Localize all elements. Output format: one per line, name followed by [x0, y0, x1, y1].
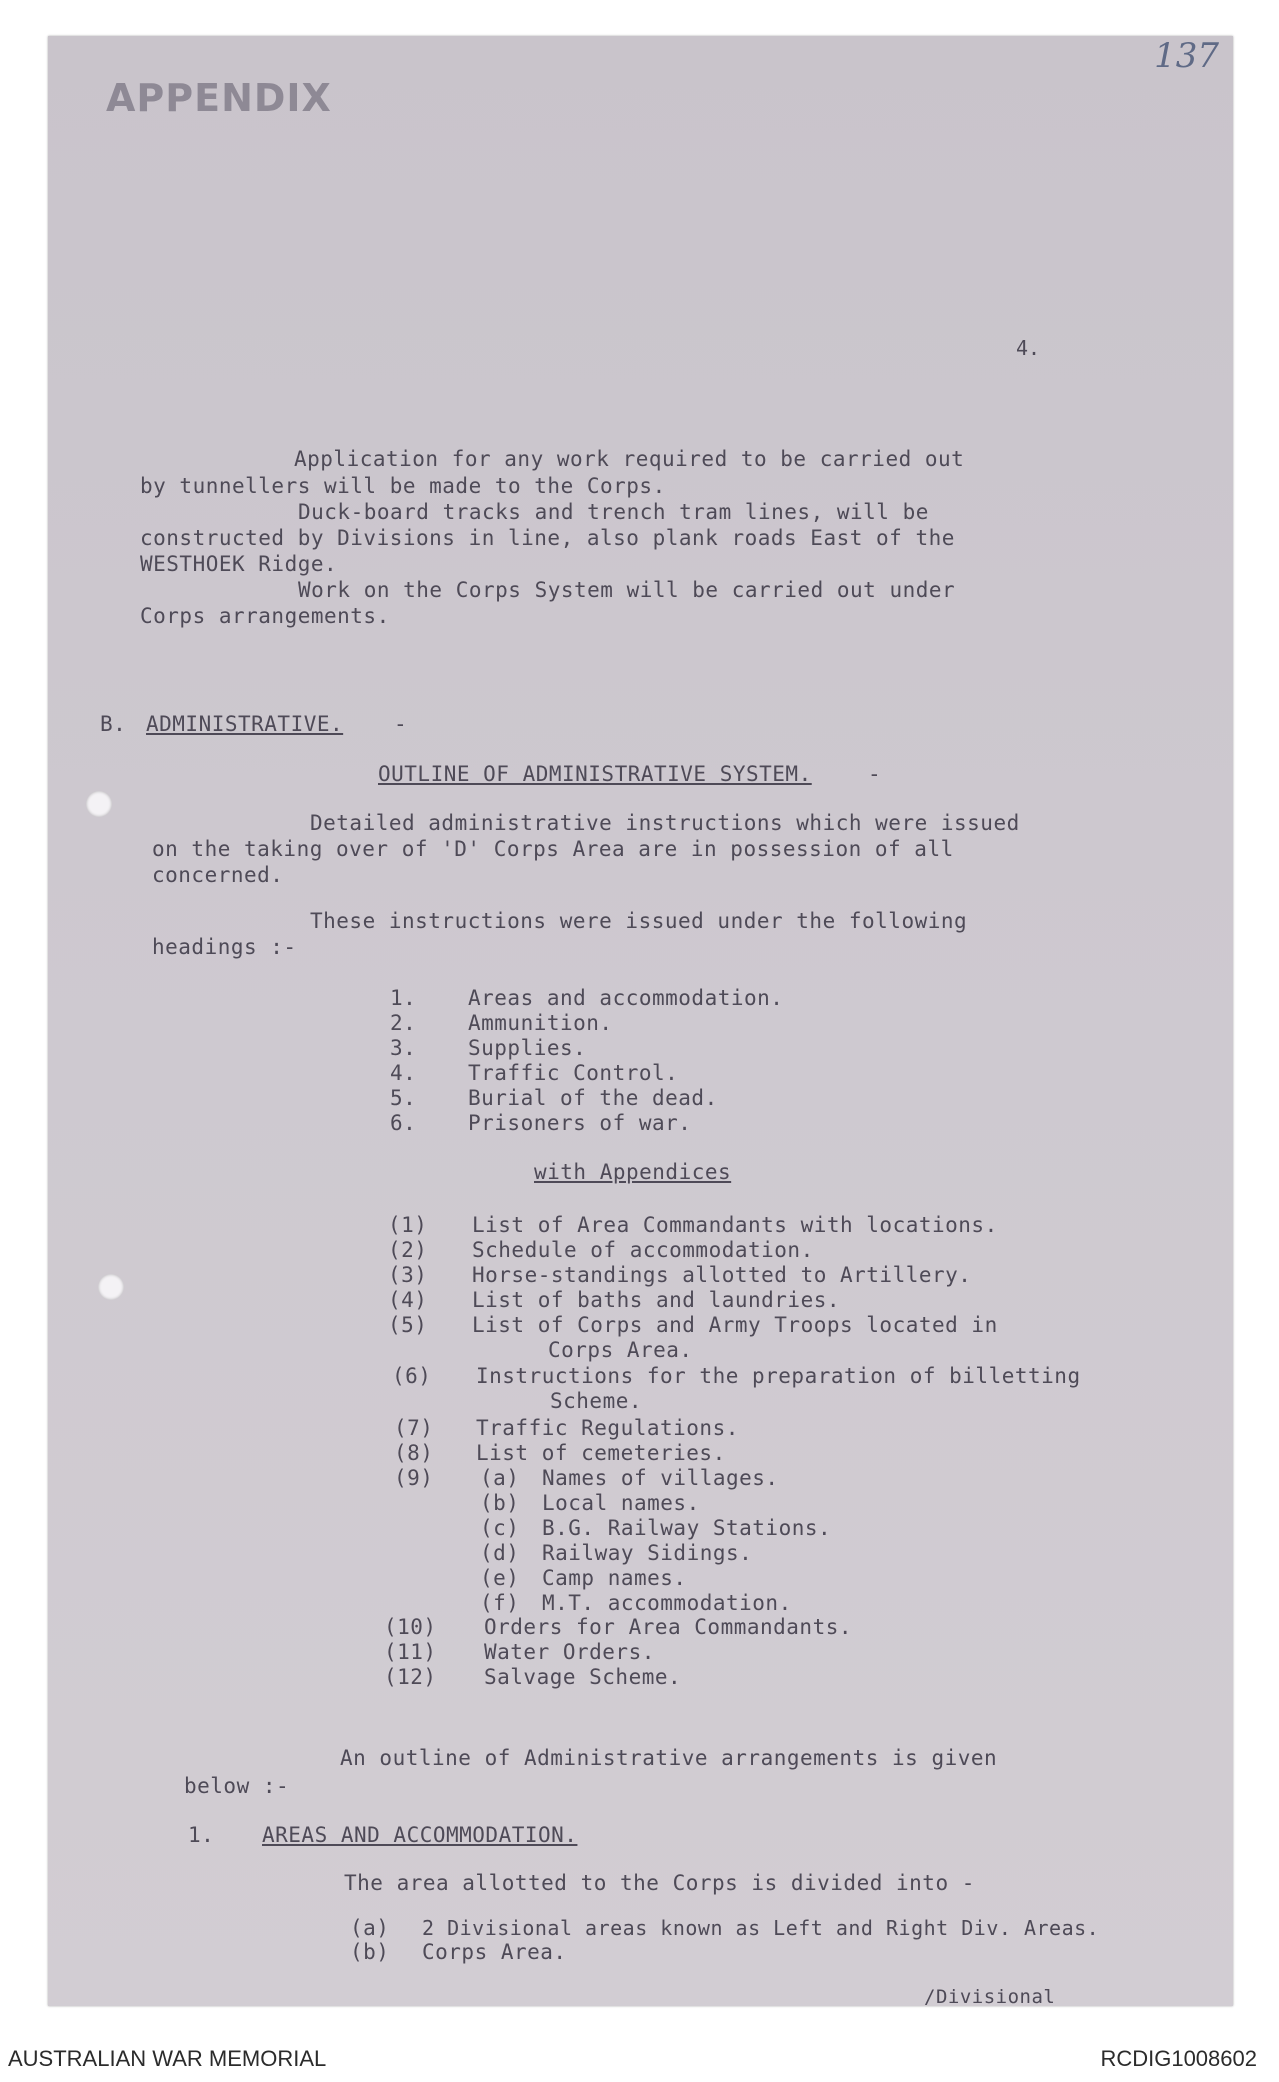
folio-number: 137: [1154, 36, 1219, 76]
appendix-num: (6): [392, 1364, 432, 1388]
sub-item-text: Names of villages.: [542, 1466, 779, 1490]
sub-item-text: Local names.: [542, 1491, 700, 1515]
heading-num: 6.: [390, 1111, 417, 1135]
sub-item-num: (d): [480, 1541, 520, 1565]
heading-text: Areas and accommodation.: [468, 986, 784, 1010]
appendix-text: List of cemeteries.: [476, 1441, 726, 1465]
subtitle: OUTLINE OF ADMINISTRATIVE SYSTEM.: [378, 762, 812, 786]
appendix-text: List of Area Commandants with locations.: [472, 1213, 998, 1237]
heading-text: Traffic Control.: [468, 1061, 679, 1085]
appendix-text: List of Corps and Army Troops located in: [472, 1313, 998, 1337]
intro-line: constructed by Divisions in line, also plank roads East of the: [140, 526, 955, 550]
outline-line: below :-: [184, 1774, 290, 1798]
appendix-num: (5): [388, 1313, 428, 1337]
areas-item-text: Corps Area.: [422, 1940, 567, 1964]
appendix-num: (9): [394, 1466, 434, 1490]
areas-number: 1.: [188, 1823, 215, 1847]
areas-item-num: (a): [350, 1916, 390, 1940]
heading-text: Prisoners of war.: [468, 1111, 692, 1135]
heading-text: Ammunition.: [468, 1011, 613, 1035]
sub-item-num: (c): [480, 1516, 520, 1540]
para1-line: on the taking over of 'D' Corps Area are in possession of all: [152, 837, 954, 861]
appendix-text: Water Orders.: [484, 1640, 655, 1664]
sub-item-num: (e): [480, 1566, 520, 1590]
heading-num: 5.: [390, 1086, 417, 1110]
para1-line: Detailed administrative instructions which were issued: [310, 811, 1020, 835]
continuation: /Divisional: [924, 1986, 1056, 2008]
appendix-text: Instructions for the preparation of billetting: [476, 1364, 1081, 1388]
section-dash: -: [394, 712, 408, 736]
punch-hole-bottom: [98, 1274, 124, 1300]
appendix-num: (12): [384, 1665, 437, 1689]
sub-item-text: Railway Sidings.: [542, 1541, 753, 1565]
sub-item-num: (f): [480, 1591, 520, 1615]
punch-hole-top: [86, 791, 112, 817]
sub-item-text: M.T. accommodation.: [542, 1591, 792, 1615]
appendix-text: Salvage Scheme.: [484, 1665, 682, 1689]
appendix-text: Orders for Area Commandants.: [484, 1615, 853, 1639]
appendix-stamp: APPENDIX: [106, 76, 332, 120]
para2-line: headings :-: [152, 935, 297, 959]
intro-line: Duck-board tracks and trench tram lines, will be: [298, 500, 929, 524]
document-page: [48, 36, 1233, 2006]
intro-line: Application for any work required to be carried out: [294, 447, 965, 471]
appendix-num: (7): [394, 1416, 434, 1440]
appendix-num: (1): [388, 1213, 428, 1237]
outline-line: An outline of Administrative arrangements is given: [340, 1746, 998, 1770]
appendix-text: Schedule of accommodation.: [472, 1238, 814, 1262]
appendix-num: (3): [388, 1263, 428, 1287]
appendix-num: (4): [388, 1288, 428, 1312]
heading-num: 4.: [390, 1061, 417, 1085]
intro-line: WESTHOEK Ridge.: [140, 552, 338, 576]
appendices-title: with Appendices: [534, 1160, 732, 1184]
areas-item-text: 2 Divisional areas known as Left and Right Div. Areas.: [422, 1916, 1100, 1940]
appendix-text: List of baths and laundries.: [472, 1288, 841, 1312]
appendix-text: Traffic Regulations.: [476, 1416, 739, 1440]
areas-title: AREAS AND ACCOMMODATION.: [262, 1823, 578, 1847]
appendix-text: Horse-standings allotted to Artillery.: [472, 1263, 972, 1287]
appendix-num: (10): [384, 1615, 437, 1639]
sub-item-num: (a): [480, 1466, 520, 1490]
heading-num: 2.: [390, 1011, 417, 1035]
section-title: ADMINISTRATIVE.: [146, 712, 344, 736]
heading-text: Supplies.: [468, 1036, 587, 1060]
sub-item-num: (b): [480, 1491, 520, 1515]
areas-item-num: (b): [350, 1940, 390, 1964]
intro-line: Work on the Corps System will be carried out under: [298, 578, 956, 602]
footer-left: AUSTRALIAN WAR MEMORIAL: [8, 2046, 327, 2071]
heading-text: Burial of the dead.: [468, 1086, 718, 1110]
footer-right: RCDIG1008602: [1100, 2046, 1257, 2071]
intro-line: by tunnellers will be made to the Corps.: [140, 474, 666, 498]
para2-line: These instructions were issued under the following: [310, 909, 968, 933]
sub-item-text: Camp names.: [542, 1566, 687, 1590]
intro-line: Corps arrangements.: [140, 604, 390, 628]
section-marker: B.: [100, 712, 127, 736]
para1-line: concerned.: [152, 863, 284, 887]
areas-text: The area allotted to the Corps is divided into -: [344, 1871, 975, 1895]
heading-num: 1.: [390, 986, 417, 1010]
appendix-num: (11): [384, 1640, 437, 1664]
appendix-text: Corps Area.: [548, 1338, 693, 1362]
appendix-text: Scheme.: [550, 1389, 643, 1413]
heading-num: 3.: [390, 1036, 417, 1060]
page-number: 4.: [1016, 336, 1041, 360]
appendix-num: (8): [394, 1441, 434, 1465]
subtitle-dash: -: [868, 762, 882, 786]
sub-item-text: B.G. Railway Stations.: [542, 1516, 832, 1540]
appendix-num: (2): [388, 1238, 428, 1262]
